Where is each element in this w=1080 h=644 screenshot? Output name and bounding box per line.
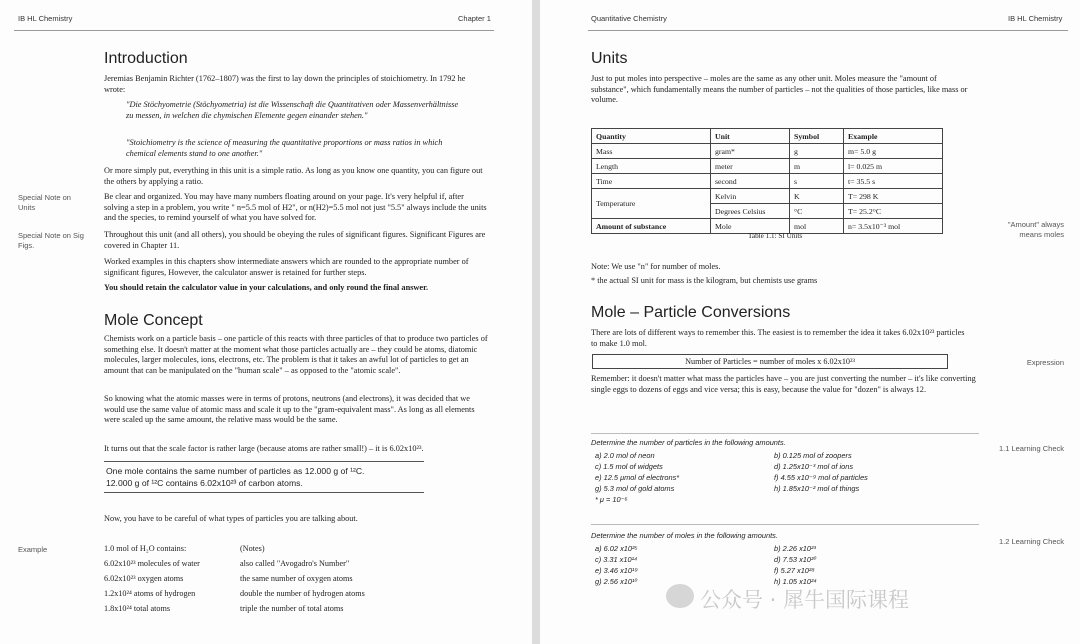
units-heading: Units bbox=[591, 50, 628, 67]
left-header-rule bbox=[14, 30, 494, 31]
mole-definition-line-1: One mole contains the same number of particles as 12.000 g of ¹²C. bbox=[106, 466, 365, 476]
table-cell: Degrees Celsius bbox=[711, 204, 790, 219]
mole-paragraph-3: It turns out that the scale factor is rather large (because atoms are rather small!) – it is 6.02x10²³. bbox=[104, 444, 424, 453]
lc2-item: g) 2.56 x10¹⁰ bbox=[595, 577, 638, 586]
lc2-item: c) 3.31 x10¹⁴ bbox=[595, 555, 638, 564]
table-cell: g bbox=[790, 144, 844, 159]
right-header-book: IB HL Chemistry bbox=[1008, 14, 1063, 23]
lc1-item: f) 4.55 x10⁻⁹ mol of particles bbox=[774, 473, 868, 482]
learning-check-2-label: 1.2 Learning Check bbox=[998, 537, 1064, 546]
side-note-example: Example bbox=[18, 545, 48, 554]
example-left-2: 6.02x10²³ oxygen atoms bbox=[104, 574, 184, 583]
units-paragraph: Just to put moles into perspective – moles are the same as any other unit. Moles measure the "amount of substance", which fundamentally means the number of particles – not the qualities of those particles, like mass or volume. bbox=[591, 74, 968, 105]
lc2-item: b) 2.26 x10²³ bbox=[774, 544, 816, 553]
intro-paragraph-1: Jeremias Benjamin Richter (1762–1807) was the first to lay down the principles of stoichiometry. In 1792 he wrote: bbox=[104, 74, 466, 94]
lc1-item: g) 5.3 mol of gold atoms bbox=[595, 484, 675, 493]
table-row bbox=[592, 189, 943, 204]
mole-definition-line-2: 12.000 g of ¹²C contains 6.02x10²³ of carbon atoms. bbox=[106, 478, 303, 488]
table-cell: m= 5.0 g bbox=[844, 144, 943, 159]
mole-concept-heading: Mole Concept bbox=[104, 312, 203, 329]
learning-check-2-title: Determine the number of moles in the following amounts. bbox=[591, 531, 778, 540]
table-cell: m bbox=[790, 159, 844, 174]
table-header-cell: Unit bbox=[711, 129, 790, 144]
intro-heading: Introduction bbox=[104, 50, 188, 67]
lc2-item: h) 1.05 x10²⁴ bbox=[774, 577, 817, 586]
si-units-table bbox=[591, 128, 943, 234]
table-cell: T= 25.2°C bbox=[844, 204, 943, 219]
right-page bbox=[540, 0, 1080, 644]
table-cell: K bbox=[790, 189, 844, 204]
table-cell: Mass bbox=[592, 144, 711, 159]
lc2-item: f) 5.27 x10²⁸ bbox=[774, 566, 815, 575]
conversions-paragraph-1: There are lots of different ways to remember this. The easiest is to remember the idea it takes 6.02x10²³ particles to make 1.0 mol. bbox=[591, 328, 965, 348]
intro-paragraph-2: Or more simply put, everything in this unit is a simple ratio. As long as you know one quantity, you can figure out the others by applying a ratio. bbox=[104, 166, 483, 186]
table-cell: mol bbox=[790, 219, 844, 234]
table-cell: n= 3.5x10⁻³ mol bbox=[844, 219, 943, 234]
example-right-4: triple the number of total atoms bbox=[240, 604, 344, 613]
lc2-item: d) 7.53 x10²⁰ bbox=[774, 555, 817, 564]
table-cell: second bbox=[711, 174, 790, 189]
left-header-title: IB HL Chemistry bbox=[18, 14, 73, 23]
table-header-cell: Example bbox=[844, 129, 943, 144]
table-caption: Table 1.1: SI Units bbox=[748, 232, 803, 240]
lc1-item: b) 0.125 mol of zoopers bbox=[774, 451, 852, 460]
example-right-3: double the number of hydrogen atoms bbox=[240, 589, 365, 598]
mole-definition-box bbox=[104, 461, 424, 493]
table-cell: Time bbox=[592, 174, 711, 189]
lc2-item: e) 3.46 x10¹⁹ bbox=[595, 566, 638, 575]
table-header-cell: Quantity bbox=[592, 129, 711, 144]
table-cell: meter bbox=[711, 159, 790, 174]
side-note-units: Special Note on Units bbox=[18, 193, 71, 212]
learning-check-1-rule bbox=[591, 433, 979, 434]
side-note-amount: "Amount" always means moles bbox=[1007, 220, 1064, 239]
mole-paragraph-1: Chemists work on a particle basis – one particle of this reacts with three particles of that to produce two particles of something else. It doesn't matter at the moment what those particles actually are – they could be atoms, diatomic molecules, larger molecules, ions, electrons, etc. The problem is that it takes an awful lot of particles to get an amount that can be manipulated on the "human scale" – as opposed to the "atomic scale". bbox=[104, 334, 488, 375]
watermark-text: 公众号 · 犀牛国际课程 bbox=[700, 588, 910, 612]
note-moles: Note: We use "n" for number of moles. bbox=[591, 262, 721, 271]
note-kilogram: * the actual SI unit for mass is the kilogram, but chemists use grams bbox=[591, 276, 818, 285]
careful-paragraph: Now, you have to be careful of what types of particles you are talking about. bbox=[104, 514, 358, 523]
sigfig-bold-note: You should retain the calculator value in your calculations, and only round the final answer. bbox=[104, 283, 429, 292]
example-left-3: 1.2x10²⁴ atoms of hydrogen bbox=[104, 589, 196, 598]
table-row bbox=[592, 159, 943, 174]
example-left-0: 1.0 mol of H₂O contains: bbox=[104, 544, 187, 553]
lc1-footnote: * μ = 10⁻⁶ bbox=[595, 495, 628, 504]
page-gutter bbox=[532, 0, 540, 644]
left-page bbox=[0, 0, 532, 644]
lc1-item: a) 2.0 mol of neon bbox=[595, 451, 655, 460]
table-header-cell: Symbol bbox=[790, 129, 844, 144]
table-cell: t= 35.5 s bbox=[844, 174, 943, 189]
lc1-item: c) 1.5 mol of widgets bbox=[595, 462, 663, 471]
left-header-chapter: Chapter 1 bbox=[458, 14, 491, 23]
table-cell: °C bbox=[790, 204, 844, 219]
table-cell: s bbox=[790, 174, 844, 189]
mole-paragraph-2: So knowing what the atomic masses were in terms of protons, neutrons (and electrons), it was decided that we would use the same value of atomic mass and scale it up to the "gram-equivalent mass". As long as all elements were scaled up the same amount, the relative mass would be the same. bbox=[104, 394, 475, 425]
example-left-4: 1.8x10²⁴ total atoms bbox=[104, 604, 171, 613]
units-note-paragraph: Be clear and organized. You may have many numbers floating around on your page. It's very helpful if, after solving a step in a problem, you write " n=5.5 mol of H2", or n(H2)=5.5 mol not just "5.5" always include the units and the species, to remind yourself of what you have solved for. bbox=[104, 192, 487, 223]
table-row bbox=[592, 174, 943, 189]
table-cell: l= 0.025 m bbox=[844, 159, 943, 174]
table-cell: gram* bbox=[711, 144, 790, 159]
table-cell: Amount of substance bbox=[592, 219, 711, 234]
right-header-rule bbox=[588, 30, 1068, 31]
example-right-1: also called "Avogadro's Number" bbox=[240, 559, 350, 568]
lc1-item: d) 1.25x10⁻³ mol of ions bbox=[774, 462, 854, 471]
table-cell: Temperature bbox=[592, 189, 711, 219]
wechat-icon bbox=[666, 584, 694, 608]
table-cell: T= 298 K bbox=[844, 189, 943, 204]
table-cell: Length bbox=[592, 159, 711, 174]
table-row bbox=[592, 144, 943, 159]
lc1-item: h) 1.85x10⁻² mol of things bbox=[774, 484, 860, 493]
learning-check-1-label: 1.1 Learning Check bbox=[998, 444, 1064, 453]
conversions-paragraph-2: Remember: it doesn't matter what mass the particles have – you are just converting the number – it's like converting single eggs to dozens of eggs and vice versa; this is easy, because the value for "dozen" is always 12. bbox=[591, 374, 976, 394]
learning-check-2-rule bbox=[591, 524, 979, 525]
table-header-row bbox=[592, 129, 943, 144]
sigfig-paragraph-1: Throughout this unit (and all others), you should be obeying the rules of significant figures. Significant Figures are covered in Chapter 11. bbox=[104, 230, 486, 250]
example-left-1: 6.02x10²³ molecules of water bbox=[104, 559, 200, 568]
expression-box: Number of Particles = number of moles x 6.02x10²³ bbox=[592, 354, 948, 369]
side-note-sigfigs: Special Note on Sig Figs. bbox=[18, 231, 84, 250]
side-note-expression: Expression bbox=[1026, 358, 1064, 367]
example-right-0: (Notes) bbox=[240, 544, 265, 553]
learning-check-1-title: Determine the number of particles in the following amounts. bbox=[591, 438, 786, 447]
example-right-2: the same number of oxygen atoms bbox=[240, 574, 353, 583]
quote-german: "Die Stöchyometrie (Stöchyometria) ist die Wissenschaft die Quantitativen oder Massenverhältnisse zu messen, in welchen die chymischen Elemente gegen einander stehen." bbox=[126, 100, 459, 120]
lc1-item: e) 12.5 μmol of electrons* bbox=[595, 473, 680, 482]
table-cell: Mole bbox=[711, 219, 790, 234]
right-header-title: Quantitative Chemistry bbox=[591, 14, 667, 23]
lc2-item: a) 6.02 x10²⁵ bbox=[595, 544, 638, 553]
conversions-heading: Mole – Particle Conversions bbox=[591, 304, 791, 321]
quote-english: "Stoichiometry is the science of measuring the quantitative proportions or mass ratios in which chemical elements stand to one another." bbox=[126, 138, 443, 158]
sigfig-paragraph-2: Worked examples in this chapters show intermediate answers which are rounded to the appropriate number of significant figures, However, the calculator answer is retained for further steps. bbox=[104, 257, 469, 277]
table-cell: Kelvin bbox=[711, 189, 790, 204]
